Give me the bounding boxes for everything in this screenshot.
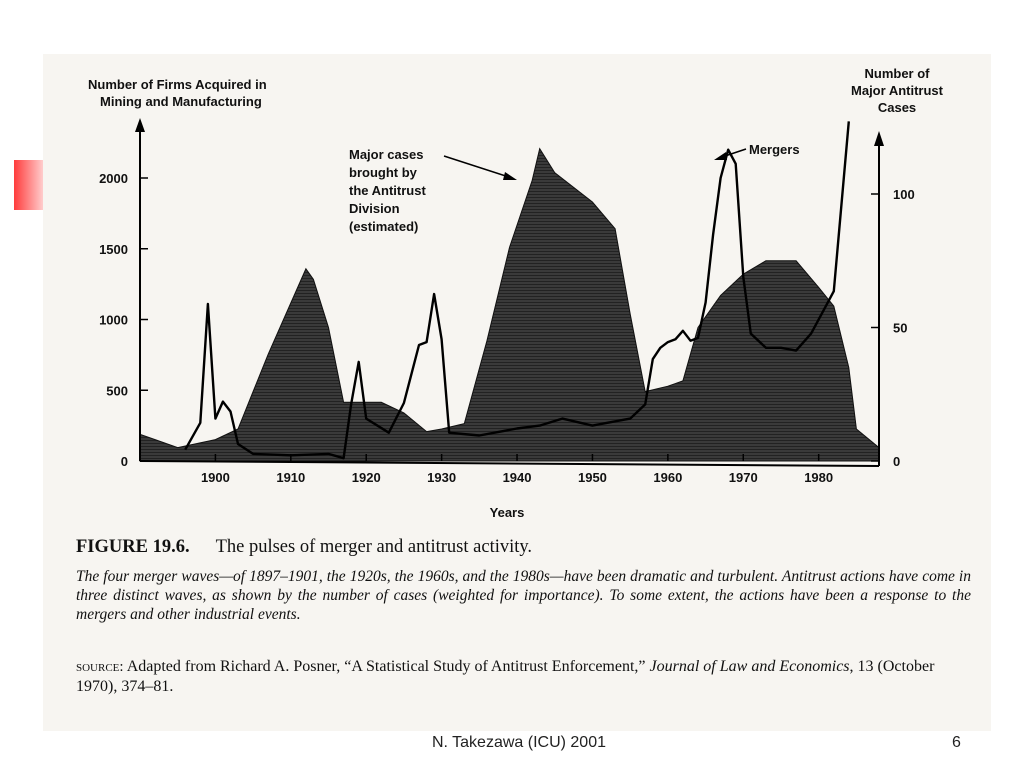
figure-description: The four merger waves—of 1897–1901, the 1920s, the 1960s, and the 1980s—have been dramatic and turbulent. Antitrust actions have come in three distinct waves, as shown by the number of cases (weighted for importance). To some extent, the actions have been a response to the mergers and other industrial events. [76,568,971,623]
cases-annotation-pointer [444,156,512,178]
x-tick-label: 1920 [351,470,381,485]
source-rest: , 13 (October 1970), 374–81. [76,658,935,695]
cases-annotation-line3: the Antitrust [349,183,426,198]
figure-title [76,537,971,558]
x-tick-label: 1960 [653,470,683,485]
right-axis-title-line3: Cases [877,100,917,115]
cases-annotation-line5: (estimated) [349,219,419,234]
slide-footer: N. Takezawa (ICU) 2001 [432,734,606,751]
x-tick-label: 1900 [200,470,230,485]
figure-label: FIGURE 19.6. [76,537,190,557]
x-axis-title: Years [489,505,525,520]
source-journal: Journal of Law and Economics [649,658,850,675]
cases-annotation-line4: Division [349,201,400,216]
right-axis-arrow-icon [874,131,884,146]
right-y-tick-label: 0 [893,454,901,469]
right-y-tick-label: 100 [893,187,915,202]
x-tick-label: 1970 [728,470,758,485]
left-y-tick-label: 0 [120,454,128,469]
source-text: Adapted from Richard A. Posner, “A Statistical Study of Antitrust Enforcement,” [126,658,646,675]
figure-title-text: The pulses of merger and antitrust activity. [215,537,533,557]
mergers-annotation: Mergers [749,142,800,157]
mergers-annotation-arrow-icon [714,152,727,160]
x-tick-label: 1930 [427,470,457,485]
x-tick-label: 1910 [276,470,306,485]
x-tick-label: 1980 [804,470,834,485]
slide-page-number: 6 [952,734,961,751]
left-y-tick-label: 500 [106,383,128,399]
figure-source [76,657,971,696]
x-tick-label: 1950 [577,470,607,485]
cases-annotation-line1: Major cases [349,147,424,162]
cases-annotation-line2: brought by [349,165,417,180]
left-axis-title-line1: Number of Firms Acquired in [88,77,267,92]
right-y-tick-label: 50 [893,320,908,336]
right-axis-title-line1: Number of [864,66,930,81]
left-y-tick-label: 1500 [99,241,128,257]
source-label: source: [76,659,124,675]
left-axis-title-line2: Mining and Manufacturing [100,94,262,109]
antitrust-cases-area [140,149,879,461]
left-axis-arrow-icon [135,118,145,132]
left-y-tick-label: 2000 [99,171,128,186]
x-tick-label: 1940 [502,470,532,485]
x-axis [140,461,879,466]
right-axis-title-line2: Major Antitrust [851,83,943,98]
left-y-tick-label: 1000 [99,312,128,328]
cases-annotation-arrow-icon [503,172,517,180]
